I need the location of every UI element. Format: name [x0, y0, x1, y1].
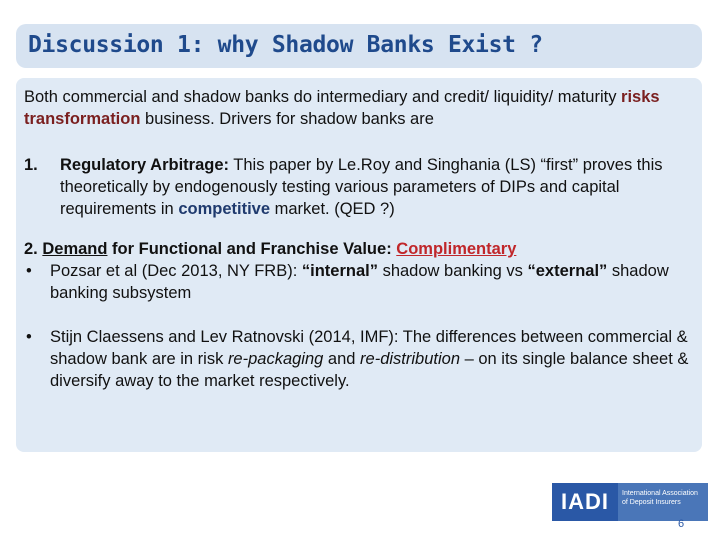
intro-paragraph [24, 86, 700, 130]
title-banner [16, 24, 702, 68]
section-2-title: for Functional and Franchise Value: [107, 240, 397, 258]
slide-content [24, 86, 700, 392]
item-1-heading: Regulatory Arbitrage: [60, 156, 229, 174]
section-2-complimentary: Complimentary [396, 240, 517, 258]
bullet-2-part-2: – on its single balance sheet & diversify away to the market respectively. [50, 350, 689, 390]
item-1-body: This paper by Le.Roy and Singhania (LS) “first” proves this theoretically by endogenously testing various parameters of DIPs and capital requirements in [60, 156, 663, 218]
item-1-text [60, 154, 700, 220]
bullet-2-repackaging: re-packaging [227, 350, 324, 368]
bullet-1-external: “external” [527, 262, 608, 280]
bullet-2-and: and [323, 350, 361, 368]
intro-text-1: Both commercial and shadow banks do intermediary and credit/ liquidity/ maturity [24, 88, 622, 106]
bullet-2-text [50, 326, 700, 392]
iadi-logo [552, 483, 708, 521]
section-2-heading [24, 238, 700, 260]
numbered-item-1 [24, 154, 700, 220]
bullet-1-part-2: shadow banking vs [377, 262, 528, 280]
bullet-1-text [50, 260, 700, 304]
bullet-2-part-1: Stijn Claessens and Lev Ratnovski (2014, IMF): The differences between commercial & shadow bank are in risk [50, 328, 688, 368]
item-1-emphasis: competitive [178, 200, 271, 218]
bullet-item-2 [24, 326, 700, 392]
intro-emphasis: risks transformation [24, 88, 660, 128]
bullet-mark: • [26, 328, 32, 346]
bullet-2-redistribution: re-distribution [360, 350, 460, 368]
bullet-item-1 [24, 260, 700, 304]
section-2-demand: Demand [42, 240, 108, 258]
item-1-end: market. (QED ?) [270, 200, 395, 218]
logo-mark: IADI [552, 483, 618, 521]
intro-text-2: business. Drivers for shadow banks are [140, 110, 434, 128]
logo-text: International Association of Deposit Insurers [618, 483, 708, 521]
slide-title: Discussion 1: why Shadow Banks Exist ? [28, 32, 543, 58]
bullet-1-part-1: Pozsar et al (Dec 2013, NY FRB): [50, 262, 302, 280]
section-2-number: 2. [24, 240, 43, 258]
bullet-mark: • [26, 262, 32, 280]
item-number: 1. [24, 156, 38, 174]
bullet-1-part-3: shadow banking subsystem [50, 262, 669, 302]
page-number: 6 [678, 518, 685, 530]
bullet-1-internal: “internal” [301, 262, 378, 280]
